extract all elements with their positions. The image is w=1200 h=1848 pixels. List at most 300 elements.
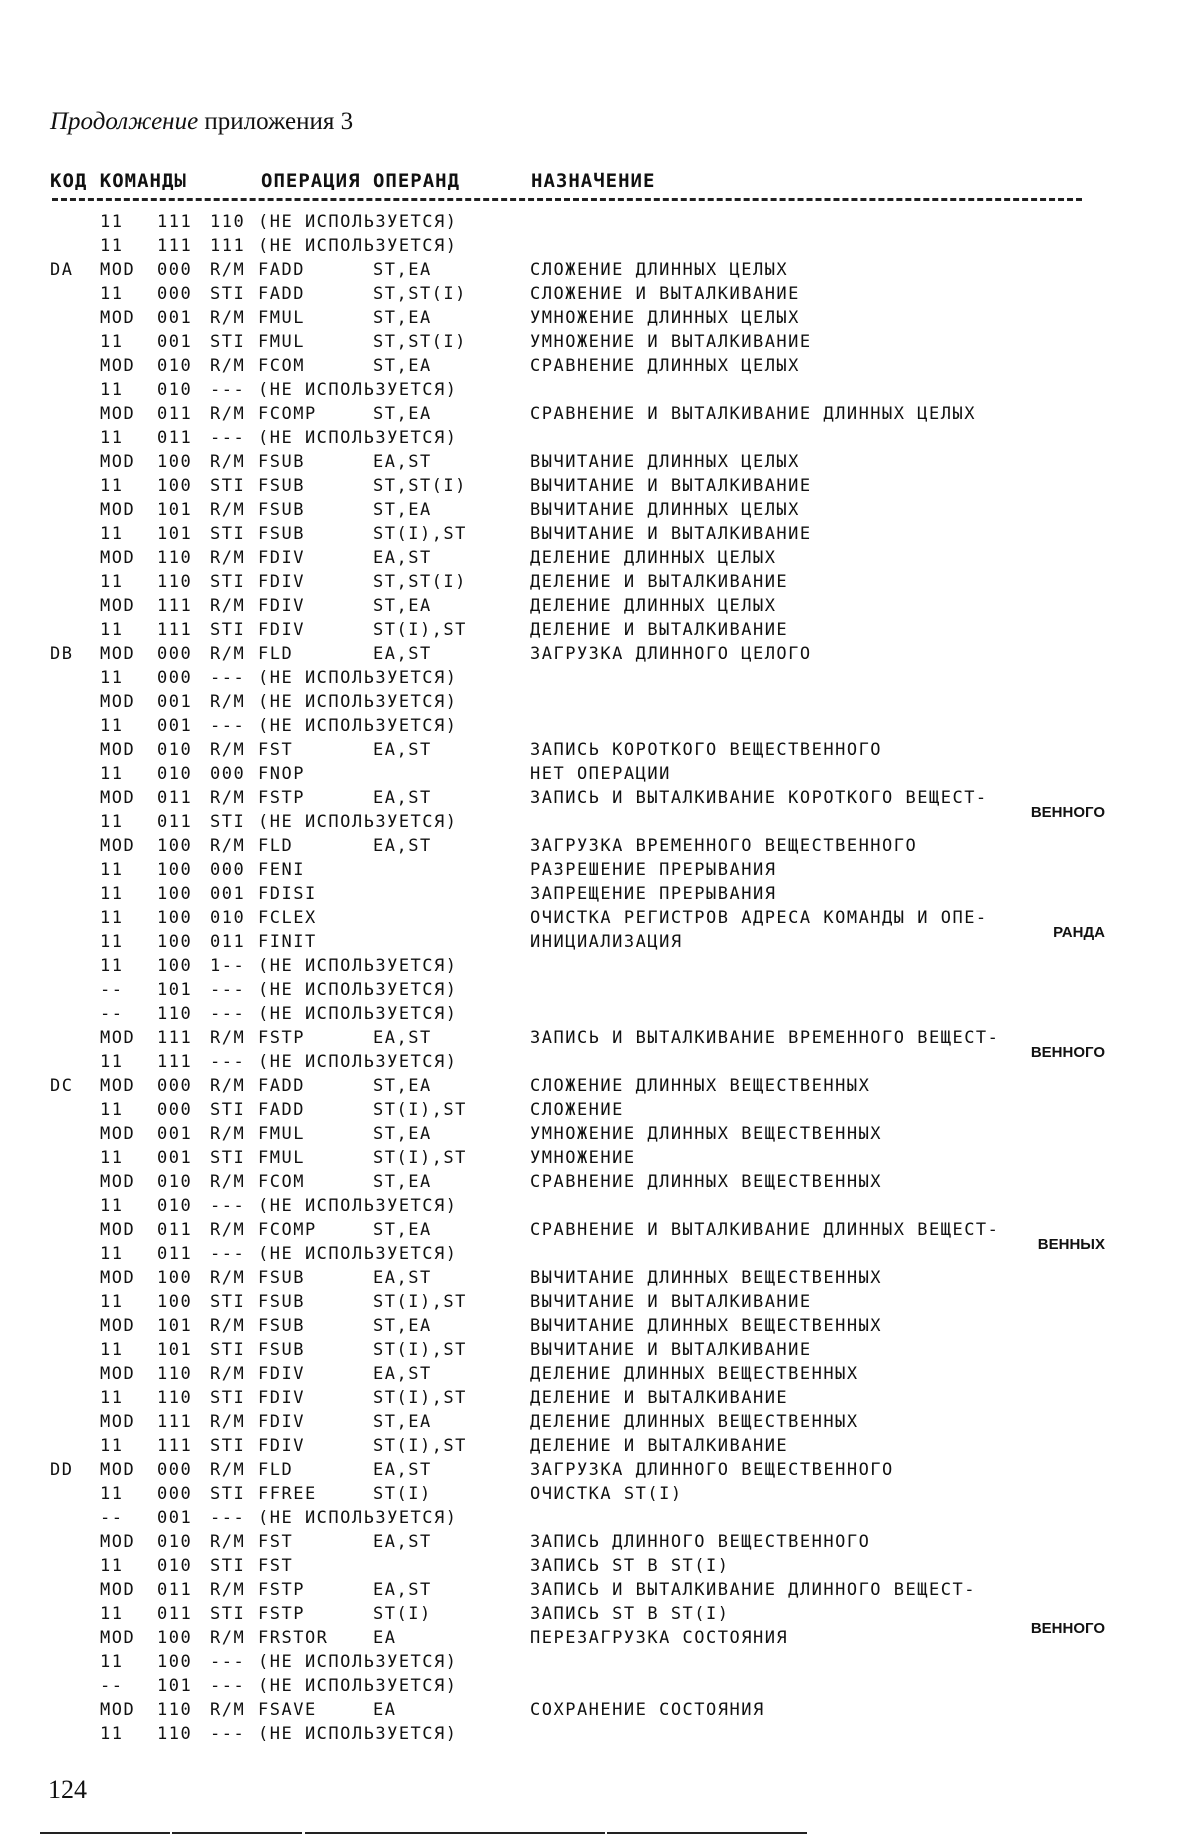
rm-field: R/M — [210, 1412, 246, 1432]
table-row — [0, 1482, 1200, 1506]
table-row — [0, 1626, 1200, 1650]
instruction: FCOM — [258, 1172, 305, 1192]
reg-field: 100 — [157, 476, 193, 496]
mod-field: -- — [100, 1004, 124, 1024]
operand: ST(I),ST — [373, 1340, 467, 1360]
reg-field: 001 — [157, 332, 193, 352]
purpose: ВЫЧИТАНИЕ И ВЫТАЛКИВАНИЕ — [530, 1292, 812, 1312]
instruction: (НЕ ИСПОЛЬЗУЕТСЯ) — [258, 1196, 458, 1216]
instruction: FCLEX — [258, 908, 317, 928]
instruction: FADD — [258, 284, 305, 304]
mod-field: MOD — [100, 596, 136, 616]
mod-field: MOD — [100, 1532, 136, 1552]
table-row — [0, 666, 1200, 690]
table-row — [0, 810, 1200, 834]
instruction: FSTP — [258, 1604, 305, 1624]
purpose-continuation: ВЕННЫХ — [1037, 1236, 1105, 1253]
reg-field: 011 — [157, 428, 193, 448]
opcode-prefix: DC — [50, 1076, 74, 1096]
table-row — [0, 1122, 1200, 1146]
reg-field: 010 — [157, 356, 193, 376]
rm-field: R/M — [210, 548, 246, 568]
table-header — [50, 170, 1130, 198]
rm-field: STI — [210, 572, 246, 592]
purpose-continuation: ВЕННОГО — [1030, 1044, 1105, 1061]
rm-field: STI — [210, 1148, 246, 1168]
mod-field: MOD — [100, 1316, 136, 1336]
reg-field: 000 — [157, 284, 193, 304]
rm-field: STI — [210, 1388, 246, 1408]
rm-field: STI — [210, 1556, 246, 1576]
reg-field: 010 — [157, 1196, 193, 1216]
table-row — [0, 1434, 1200, 1458]
mod-field: 11 — [100, 1484, 124, 1504]
mod-field: MOD — [100, 452, 136, 472]
instruction: FSTP — [258, 1580, 305, 1600]
table-row — [0, 1098, 1200, 1122]
purpose: ДЕЛЕНИЕ ДЛИННЫХ ЦЕЛЫХ — [530, 548, 777, 568]
reg-field: 000 — [157, 644, 193, 664]
instruction: (НЕ ИСПОЛЬЗУЕТСЯ) — [258, 236, 458, 256]
purpose: ВЫЧИТАНИЕ И ВЫТАЛКИВАНИЕ — [530, 524, 812, 544]
mod-field: 11 — [100, 524, 124, 544]
purpose: СРАВНЕНИЕ И ВЫТАЛКИВАНИЕ ДЛИННЫХ ВЕЩЕСТ- — [530, 1220, 1000, 1240]
reg-field: 100 — [157, 884, 193, 904]
footer-rule — [607, 1832, 807, 1834]
mod-field: MOD — [100, 356, 136, 376]
header-purpose: НАЗНАЧЕНИЕ — [531, 170, 656, 192]
mod-field: MOD — [100, 1172, 136, 1192]
mod-field: MOD — [100, 1412, 136, 1432]
rm-field: STI — [210, 476, 246, 496]
table-row — [0, 402, 1200, 426]
instruction: FLD — [258, 644, 294, 664]
mod-field: 11 — [100, 1436, 124, 1456]
mod-field: 11 — [100, 212, 124, 232]
caption-italic: Продолжение — [50, 108, 199, 135]
operand: EA — [373, 1700, 397, 1720]
opcode-prefix: DD — [50, 1460, 74, 1480]
instruction: FADD — [258, 1100, 305, 1120]
purpose: ВЫЧИТАНИЕ И ВЫТАЛКИВАНИЕ — [530, 476, 812, 496]
mod-field: 11 — [100, 620, 124, 640]
mod-field: MOD — [100, 308, 136, 328]
mod-field: MOD — [100, 260, 136, 280]
instruction: (НЕ ИСПОЛЬЗУЕТСЯ) — [258, 1052, 458, 1072]
table-row — [0, 1602, 1200, 1637]
mod-field: MOD — [100, 1580, 136, 1600]
rm-field: --- — [210, 1004, 246, 1024]
reg-field: 010 — [157, 1556, 193, 1576]
instruction: FSAVE — [258, 1700, 317, 1720]
mod-field: 11 — [100, 764, 124, 784]
instruction: (НЕ ИСПОЛЬЗУЕТСЯ) — [258, 380, 458, 400]
instruction: FSUB — [258, 476, 305, 496]
rm-field: R/M — [210, 500, 246, 520]
mod-field: -- — [100, 1508, 124, 1528]
table-row — [0, 882, 1200, 906]
mod-field: 11 — [100, 1052, 124, 1072]
purpose: ДЕЛЕНИЕ ДЛИННЫХ ЦЕЛЫХ — [530, 596, 777, 616]
operand: ST,ST(I) — [373, 572, 467, 592]
reg-field: 101 — [157, 1340, 193, 1360]
instruction: FMUL — [258, 1124, 305, 1144]
operand: ST(I) — [373, 1604, 432, 1624]
table-row — [0, 642, 1200, 666]
instruction: FRSTOR — [258, 1628, 329, 1648]
mod-field: -- — [100, 980, 124, 1000]
table-row — [0, 1722, 1200, 1746]
table-row — [0, 354, 1200, 378]
operand: ST,EA — [373, 1412, 432, 1432]
rm-field: --- — [210, 1676, 246, 1696]
reg-field: 110 — [157, 548, 193, 568]
reg-field: 100 — [157, 1628, 193, 1648]
operand: EA,ST — [373, 1364, 432, 1384]
instruction: FMUL — [258, 308, 305, 328]
table-row — [0, 378, 1200, 402]
instruction: (НЕ ИСПОЛЬЗУЕТСЯ) — [258, 980, 458, 1000]
table-row — [0, 594, 1200, 618]
instruction: FST — [258, 1556, 294, 1576]
table-row — [0, 450, 1200, 474]
reg-field: 001 — [157, 692, 193, 712]
operand: EA — [373, 1628, 397, 1648]
instruction: FST — [258, 740, 294, 760]
table-row — [0, 1362, 1200, 1386]
table-row — [0, 234, 1200, 258]
reg-field: 100 — [157, 932, 193, 952]
instruction: FDISI — [258, 884, 317, 904]
instruction: (НЕ ИСПОЛЬЗУЕТСЯ) — [258, 1004, 458, 1024]
purpose: ВЫЧИТАНИЕ ДЛИННЫХ ЦЕЛЫХ — [530, 452, 800, 472]
reg-field: 110 — [157, 572, 193, 592]
reg-field: 001 — [157, 1508, 193, 1528]
instruction: FDIV — [258, 1412, 305, 1432]
opcode-table — [0, 210, 1200, 1746]
mod-field: MOD — [100, 404, 136, 424]
instruction: (НЕ ИСПОЛЬЗУЕТСЯ) — [258, 212, 458, 232]
mod-field: MOD — [100, 1364, 136, 1384]
rm-field: 001 — [210, 884, 246, 904]
instruction: FCOMP — [258, 1220, 317, 1240]
operand: EA,ST — [373, 1028, 432, 1048]
table-row — [0, 786, 1200, 821]
reg-field: 011 — [157, 1244, 193, 1264]
mod-field: 11 — [100, 332, 124, 352]
table-row — [0, 474, 1200, 498]
rm-field: --- — [210, 1244, 246, 1264]
rm-field: R/M — [210, 692, 246, 712]
rm-field: R/M — [210, 1316, 246, 1336]
mod-field: 11 — [100, 380, 124, 400]
reg-field: 001 — [157, 308, 193, 328]
table-row — [0, 1266, 1200, 1290]
purpose: ОЧИСТКА ST(I) — [530, 1484, 683, 1504]
operand: ST,ST(I) — [373, 284, 467, 304]
table-row — [0, 690, 1200, 714]
operand: EA,ST — [373, 740, 432, 760]
mod-field: 11 — [100, 428, 124, 448]
purpose: ОЧИСТКА РЕГИСТРОВ АДРЕСА КОМАНДЫ И ОПЕ- — [530, 908, 988, 928]
purpose: СРАВНЕНИЕ И ВЫТАЛКИВАНИЕ ДЛИННЫХ ЦЕЛЫХ — [530, 404, 976, 424]
table-row — [0, 282, 1200, 306]
table-row — [0, 1050, 1200, 1074]
instruction: FENI — [258, 860, 305, 880]
mod-field: MOD — [100, 788, 136, 808]
reg-field: 111 — [157, 1028, 193, 1048]
rm-field: R/M — [210, 308, 246, 328]
table-row — [0, 714, 1200, 738]
mod-field: MOD — [100, 1700, 136, 1720]
mod-field: -- — [100, 1676, 124, 1696]
reg-field: 010 — [157, 764, 193, 784]
purpose: ИНИЦИАЛИЗАЦИЯ — [530, 932, 683, 952]
mod-field: MOD — [100, 548, 136, 568]
mod-field: MOD — [100, 692, 136, 712]
rm-field: 000 — [210, 764, 246, 784]
operand: ST,EA — [373, 1124, 432, 1144]
reg-field: 101 — [157, 1316, 193, 1336]
reg-field: 001 — [157, 1124, 193, 1144]
rm-field: --- — [210, 1508, 246, 1528]
operand: ST(I),ST — [373, 1100, 467, 1120]
operand: ST,EA — [373, 260, 432, 280]
purpose: ЗАГРУЗКА ВРЕМЕННОГО ВЕЩЕСТВЕННОГО — [530, 836, 918, 856]
table-row — [0, 1290, 1200, 1314]
rm-field: R/M — [210, 740, 246, 760]
purpose: УМНОЖЕНИЕ ДЛИННЫХ ЦЕЛЫХ — [530, 308, 800, 328]
rm-field: 111 — [210, 236, 246, 256]
instruction: FSUB — [258, 524, 305, 544]
operand: ST(I),ST — [373, 1148, 467, 1168]
table-row — [0, 210, 1200, 234]
reg-field: 010 — [157, 1172, 193, 1192]
operand: ST,EA — [373, 308, 432, 328]
mod-field: MOD — [100, 1076, 136, 1096]
table-row — [0, 258, 1200, 282]
purpose: УМНОЖЕНИЕ И ВЫТАЛКИВАНИЕ — [530, 332, 812, 352]
rm-field: --- — [210, 1724, 246, 1744]
header-divider — [52, 198, 1082, 201]
mod-field: 11 — [100, 1196, 124, 1216]
instruction: (НЕ ИСПОЛЬЗУЕТСЯ) — [258, 812, 458, 832]
reg-field: 100 — [157, 452, 193, 472]
reg-field: 011 — [157, 404, 193, 424]
mod-field: 11 — [100, 1604, 124, 1624]
mod-field: 11 — [100, 884, 124, 904]
table-row — [0, 1338, 1200, 1362]
table-row — [0, 738, 1200, 762]
table-row — [0, 1314, 1200, 1338]
reg-field: 111 — [157, 1436, 193, 1456]
reg-field: 010 — [157, 380, 193, 400]
rm-field: 110 — [210, 212, 246, 232]
operand: EA,ST — [373, 1268, 432, 1288]
instruction: FMUL — [258, 332, 305, 352]
reg-field: 011 — [157, 1220, 193, 1240]
reg-field: 100 — [157, 908, 193, 928]
rm-field: R/M — [210, 404, 246, 424]
instruction: FDIV — [258, 620, 305, 640]
mod-field: 11 — [100, 236, 124, 256]
operand: ST,EA — [373, 1076, 432, 1096]
instruction: (НЕ ИСПОЛЬЗУЕТСЯ) — [258, 1244, 458, 1264]
reg-field: 110 — [157, 1388, 193, 1408]
mod-field: 11 — [100, 1652, 124, 1672]
table-row — [0, 930, 1200, 954]
purpose: ДЕЛЕНИЕ И ВЫТАЛКИВАНИЕ — [530, 1388, 789, 1408]
rm-field: R/M — [210, 1220, 246, 1240]
purpose: ДЕЛЕНИЕ И ВЫТАЛКИВАНИЕ — [530, 1436, 789, 1456]
reg-field: 111 — [157, 1052, 193, 1072]
footer-rule — [305, 1832, 605, 1834]
reg-field: 110 — [157, 1700, 193, 1720]
reg-field: 111 — [157, 212, 193, 232]
rm-field: --- — [210, 1052, 246, 1072]
table-row — [0, 978, 1200, 1002]
instruction: FSUB — [258, 500, 305, 520]
rm-field: 011 — [210, 932, 246, 952]
mod-field: MOD — [100, 1028, 136, 1048]
reg-field: 000 — [157, 1460, 193, 1480]
purpose: ВЫЧИТАНИЕ ДЛИННЫХ ЦЕЛЫХ — [530, 500, 800, 520]
instruction: FMUL — [258, 1148, 305, 1168]
purpose: ЗАГРУЗКА ДЛИННОГО ВЕЩЕСТВЕННОГО — [530, 1460, 894, 1480]
reg-field: 011 — [157, 1580, 193, 1600]
header-code: КОД КОМАНДЫ — [50, 170, 187, 192]
purpose: ВЫЧИТАНИЕ ДЛИННЫХ ВЕЩЕСТВЕННЫХ — [530, 1268, 883, 1288]
instruction: FADD — [258, 1076, 305, 1096]
instruction: (НЕ ИСПОЛЬЗУЕТСЯ) — [258, 1676, 458, 1696]
mod-field: 11 — [100, 1148, 124, 1168]
rm-field: R/M — [210, 1172, 246, 1192]
table-row — [0, 1458, 1200, 1482]
operand: EA,ST — [373, 1580, 432, 1600]
purpose: ЗАПИСЬ ДЛИННОГО ВЕЩЕСТВЕННОГО — [530, 1532, 871, 1552]
instruction: (НЕ ИСПОЛЬЗУЕТСЯ) — [258, 668, 458, 688]
reg-field: 100 — [157, 956, 193, 976]
purpose: ЗАПИСЬ ST В ST(I) — [530, 1604, 730, 1624]
rm-field: R/M — [210, 452, 246, 472]
instruction: FCOMP — [258, 404, 317, 424]
reg-field: 110 — [157, 1004, 193, 1024]
opcode-prefix: DB — [50, 644, 74, 664]
rm-field: 010 — [210, 908, 246, 928]
rm-field: STI — [210, 524, 246, 544]
operand: EA,ST — [373, 1460, 432, 1480]
mod-field: 11 — [100, 1100, 124, 1120]
purpose: ЗАПРЕЩЕНИЕ ПРЕРЫВАНИЯ — [530, 884, 777, 904]
purpose: ЗАГРУЗКА ДЛИННОГО ЦЕЛОГО — [530, 644, 812, 664]
purpose: ДЕЛЕНИЕ ДЛИННЫХ ВЕЩЕСТВЕННЫХ — [530, 1412, 859, 1432]
reg-field: 101 — [157, 524, 193, 544]
purpose-continuation: РАНДА — [1053, 924, 1105, 941]
reg-field: 000 — [157, 260, 193, 280]
rm-field: R/M — [210, 1364, 246, 1384]
rm-field: --- — [210, 1196, 246, 1216]
table-row — [0, 1410, 1200, 1434]
opcode-prefix: DA — [50, 260, 74, 280]
page-number: 124 — [48, 1775, 87, 1804]
operand: ST(I) — [373, 1484, 432, 1504]
table-row — [0, 1218, 1200, 1253]
purpose: СРАВНЕНИЕ ДЛИННЫХ ЦЕЛЫХ — [530, 356, 800, 376]
table-row — [0, 1074, 1200, 1098]
caption-rest: приложения 3 — [198, 108, 354, 135]
purpose: СОХРАНЕНИЕ СОСТОЯНИЯ — [530, 1700, 765, 1720]
reg-field: 100 — [157, 860, 193, 880]
reg-field: 001 — [157, 716, 193, 736]
mod-field: 11 — [100, 1292, 124, 1312]
table-row — [0, 858, 1200, 882]
rm-field: R/M — [210, 644, 246, 664]
instruction: (НЕ ИСПОЛЬЗУЕТСЯ) — [258, 692, 458, 712]
instruction: (НЕ ИСПОЛЬЗУЕТСЯ) — [258, 1508, 458, 1528]
operand: EA,ST — [373, 548, 432, 568]
reg-field: 111 — [157, 596, 193, 616]
purpose: УМНОЖЕНИЕ ДЛИННЫХ ВЕЩЕСТВЕННЫХ — [530, 1124, 883, 1144]
table-row — [0, 570, 1200, 594]
operand: ST,ST(I) — [373, 332, 467, 352]
footer-rule — [40, 1832, 170, 1834]
purpose: СЛОЖЕНИЕ ДЛИННЫХ ЦЕЛЫХ — [530, 260, 789, 280]
reg-field: 110 — [157, 1724, 193, 1744]
purpose: РАЗРЕШЕНИЕ ПРЕРЫВАНИЯ — [530, 860, 777, 880]
operand: ST,EA — [373, 1316, 432, 1336]
instruction: FST — [258, 1532, 294, 1552]
operand: ST,EA — [373, 596, 432, 616]
reg-field: 010 — [157, 740, 193, 760]
purpose-continuation: ВЕННОГО — [1030, 804, 1105, 821]
rm-field: STI — [210, 1292, 246, 1312]
mod-field: 11 — [100, 812, 124, 832]
purpose: ПЕРЕЗАГРУЗКА СОСТОЯНИЯ — [530, 1628, 789, 1648]
operand: ST(I),ST — [373, 524, 467, 544]
rm-field: STI — [210, 332, 246, 352]
table-row — [0, 1242, 1200, 1266]
rm-field: 1-- — [210, 956, 246, 976]
mod-field: MOD — [100, 1460, 136, 1480]
footer-rule — [172, 1832, 302, 1834]
reg-field: 100 — [157, 1652, 193, 1672]
rm-field: STI — [210, 1604, 246, 1624]
mod-field: MOD — [100, 1124, 136, 1144]
table-row — [0, 498, 1200, 522]
rm-field: R/M — [210, 260, 246, 280]
instruction: FDIV — [258, 548, 305, 568]
rm-field: --- — [210, 428, 246, 448]
table-row — [0, 1026, 1200, 1061]
table-row — [0, 1530, 1200, 1554]
table-row — [0, 306, 1200, 330]
instruction: FDIV — [258, 1388, 305, 1408]
table-row — [0, 522, 1200, 546]
operand: ST,EA — [373, 1220, 432, 1240]
mod-field: 11 — [100, 860, 124, 880]
reg-field: 100 — [157, 1292, 193, 1312]
rm-field: STI — [210, 1100, 246, 1120]
instruction: FSTP — [258, 1028, 305, 1048]
rm-field: 000 — [210, 860, 246, 880]
instruction: (НЕ ИСПОЛЬЗУЕТСЯ) — [258, 1724, 458, 1744]
table-row — [0, 618, 1200, 642]
instruction: FSUB — [258, 452, 305, 472]
mod-field: 11 — [100, 284, 124, 304]
mod-field: MOD — [100, 740, 136, 760]
instruction: FINIT — [258, 932, 317, 952]
mod-field: MOD — [100, 1220, 136, 1240]
